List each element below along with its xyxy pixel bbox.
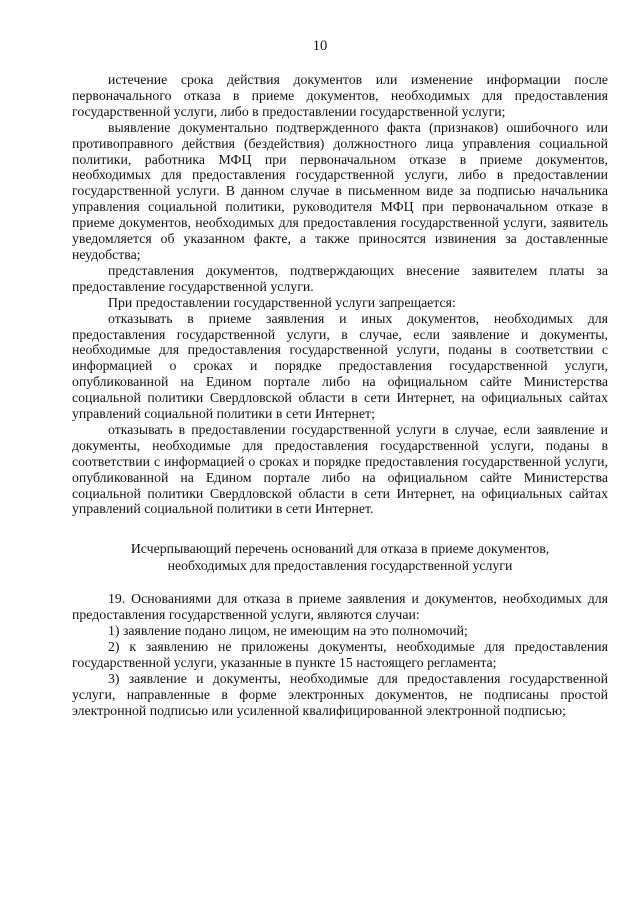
paragraph: истечение срока действия документов или изменение информации после первоначального отказа в приеме документов, необходимых для предоставления государственной услуги, либо в предоставлении государственной услуги;: [72, 72, 608, 119]
paragraph: отказывать в приеме заявления и иных документов, необходимых для предоставления государственной услуги, в случае, если заявление и документы, необходимые для предоставления государственной услуги, поданы в соответствии с информацией о сроках и порядке предоставления государственной услуги, опубликованной на Едином портале либо на официальном сайте Министерства социальной политики Свердловской области в сети Интернет, на официальных сайтах управлений социальной политики в сети Интернет;: [72, 310, 608, 422]
list-item: 1) заявление подано лицом, не имеющим на это полномочий;: [108, 623, 468, 639]
document-body: [72, 72, 608, 719]
list-item: 3) заявление и документы, необходимые для предоставления государственной услуги, направленные в форме электронных документов, не подписаны простой электронной подписью или усиленной квалифицированной электронной подписью;: [72, 670, 608, 718]
paragraph: отказывать в предоставлении государственной услуги в случае, если заявление и документы, необходимые для предоставления государственной услуги, поданы в соответствии с информацией о сроках и порядке предоставления государственной услуги, опубликованной на Едином портале либо на официальном сайте Министерства социальной политики Свердловской области в сети Интернет, на официальных сайтах управлений социальной политики в сети Интернет.: [72, 421, 608, 517]
paragraph: При предоставлении государственной услуги запрещается:: [108, 294, 456, 310]
page-number: 10: [312, 38, 328, 54]
paragraph: 19. Основаниями для отказа в приеме заявления и документов, необходимых для предоставления государственной услуги, являются случаи:: [72, 591, 608, 623]
paragraph: представления документов, подтверждающих внесение заявителем платы за предоставление государственной услуги.: [72, 262, 608, 294]
paragraph: выявление документально подтвержденного факта (признаков) ошибочного или противоправного действия (бездействия) должностного лица управления социальной политики, работника МФЦ при первоначальном отказе в приеме документов, необходимых для предоставления государственной услуги, либо в предоставлении государственной услуги. В данном случае в письменном виде за подписью начальника управления социальной политики, руководителя МФЦ при первоначальном отказе в приеме документов, необходимых для предоставления государственной услуги, заявитель уведомляется об указанном факте, а также приносятся извинения за доставленные неудобства;: [72, 119, 608, 262]
list-item: 2) к заявлению не приложены документы, необходимые для предоставления государственной услуги, указанные в пункте 15 настоящего регламента;: [72, 639, 608, 670]
section-heading: Исчерпывающий перечень оснований для отказа в приеме документов, необходимых для предоставления государственной услуги: [130, 541, 550, 574]
